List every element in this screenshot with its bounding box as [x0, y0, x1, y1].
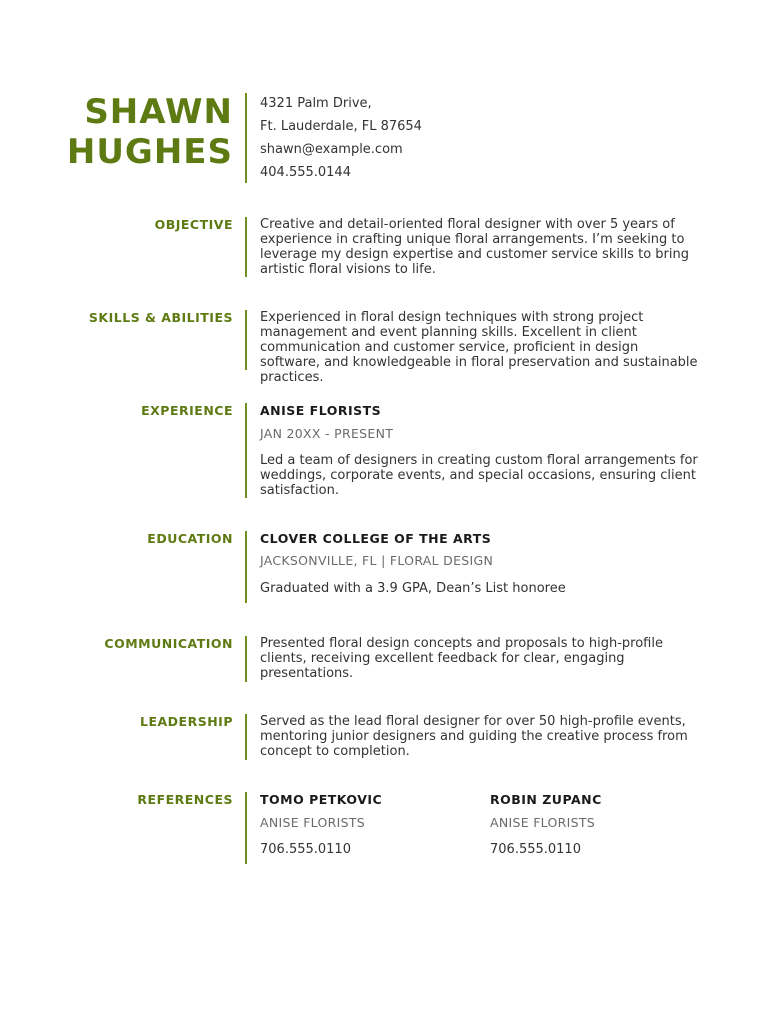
first-name: SHAWN [84, 92, 233, 132]
education-detail: JACKSONVILLE, FL | FLORAL DESIGN [260, 553, 494, 568]
email: shawn@example.com [260, 142, 403, 157]
reference-name: TOMO PETKOVIC [260, 792, 383, 807]
skills-text: Experienced in floral design techniques with strong project management and event planning skills. Excellent in client communication and customer service, proficient in design software, and knowledgeable in floral preservation and sustainable practices. [260, 310, 698, 385]
phone: 404.555.0144 [260, 165, 351, 180]
address-line1: 4321 Palm Drive, [260, 96, 372, 111]
reference-item [260, 792, 480, 857]
candidate-name [67, 92, 233, 172]
skills-divider [245, 310, 247, 370]
objective-label: OBJECTIVE [154, 217, 233, 232]
references-divider [245, 792, 247, 864]
header-divider [245, 93, 247, 183]
experience-label: EXPERIENCE [141, 403, 233, 418]
reference-company: ANISE FLORISTS [490, 815, 596, 830]
experience-company: ANISE FLORISTS [260, 403, 382, 418]
reference-company: ANISE FLORISTS [260, 815, 366, 830]
reference-item [490, 792, 710, 857]
reference-phone: 706.555.0110 [260, 842, 351, 857]
reference-phone: 706.555.0110 [490, 842, 581, 857]
communication-label: COMMUNICATION [104, 636, 233, 651]
communication-divider [245, 636, 247, 682]
leadership-label: LEADERSHIP [140, 714, 233, 729]
last-name: HUGHES [66, 132, 233, 172]
reference-name: ROBIN ZUPANC [490, 792, 602, 807]
references-label: REFERENCES [137, 792, 233, 807]
contact-info [260, 92, 422, 184]
leadership-divider [245, 714, 247, 760]
experience-dates: JAN 20XX - PRESENT [260, 426, 394, 441]
education-divider [245, 531, 247, 603]
skills-label: SKILLS & ABILITIES [88, 310, 233, 325]
education-school: CLOVER COLLEGE OF THE ARTS [260, 531, 492, 546]
address-line2: Ft. Lauderdale, FL 87654 [260, 119, 422, 134]
objective-text: Creative and detail-oriented floral designer with over 5 years of experience in crafting unique floral arrangements. I’m seeking to leverage my design expertise and customer service skills to bring artistic floral visions to life. [260, 217, 689, 277]
leadership-text: Served as the lead floral designer for over 50 high-profile events, mentoring junior designers and guiding the creative process from concept to completion. [260, 714, 688, 759]
education-label: EDUCATION [147, 531, 233, 546]
experience-divider [245, 403, 247, 498]
communication-text: Presented floral design concepts and proposals to high-profile clients, receiving excellent feedback for clear, engaging presentations. [260, 636, 663, 681]
education-description: Graduated with a 3.9 GPA, Dean’s List honoree [260, 581, 566, 596]
experience-description: Led a team of designers in creating custom floral arrangements for weddings, corporate events, and special occasions, ensuring client satisfaction. [260, 453, 698, 498]
objective-divider [245, 217, 247, 277]
